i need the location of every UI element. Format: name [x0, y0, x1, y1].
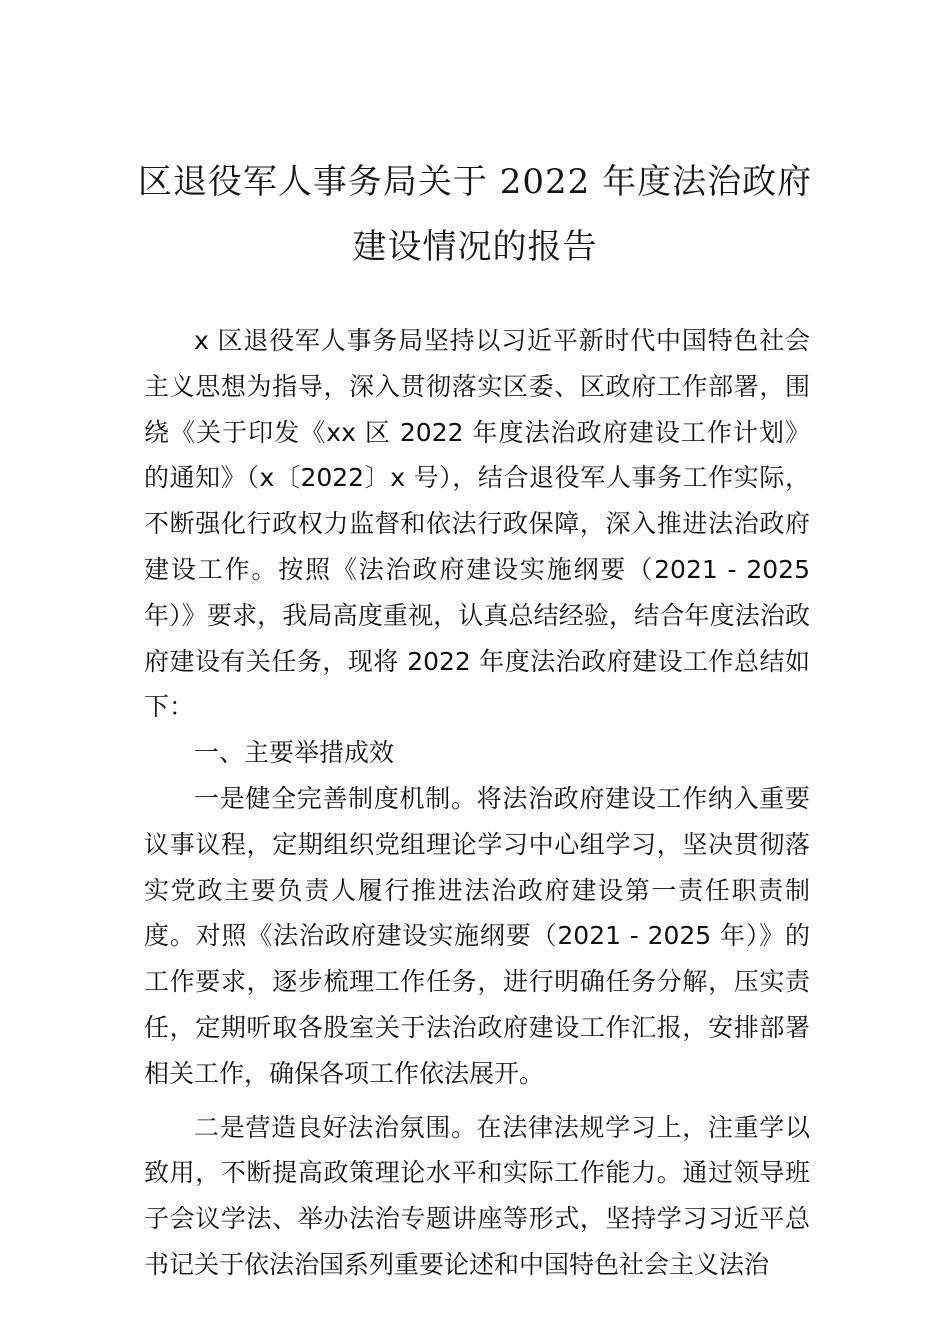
document-title-line-2: 建设情况的报告	[352, 227, 598, 267]
paragraph-institution-mechanism: 一是健全完善制度机制。将法治政府建设工作纳入重要议事议程，定期组织党组理论学习中心组学习，坚决贯彻落实党政主要负责人履行推进法治政府建设第一责任职责制 度。对照《法治政府建设实施纲要（2021 - 2025 年）》的工作要求，逐步梳理工作任务，进行明确任务分解，压实责任，定期听取各股室关于法治政府建设工作汇报，安排部署相关工作，确保各项工作依法展开。	[144, 783, 810, 1088]
section-heading-main-measures: 一、主要举措成效	[194, 738, 395, 768]
paragraph-legal-atmosphere: 二是营造良好法治氛围。在法律法规学习上，注重学以致用，不断提高政策理论水平和实际工作能力。通过领导班子会议学法、举办法治专题讲座等形式，坚持学习习近平总书记关于依法治国系列重要论述和中国特色社会主义法治	[144, 1112, 810, 1279]
document-body	[144, 318, 810, 1288]
document-title-line-1: 区退役军人事务局关于 2022 年度法治政府	[137, 162, 813, 202]
intro-paragraph: x 区退役军人事务局坚持以习近平新时代中国特色社会主义思想为指导，深入贯彻落实区委、区政府工作部署，围绕《关于印发《xx 区 2022 年度法治政府建设工作计划》的通知》（x〔2022〕x 号），结合退役军人事务工作实际，不断强化行政权力监督和依法行政保障，深入推进法治政府建设工作。按照《法治政府建设实施纲要（2021 - 2025 年）》要求，我局高度重视，认真总结经验，结合年度法治政府建设有关任务，现将 2022 年度法治政府建设工作总结如下：	[144, 326, 810, 722]
